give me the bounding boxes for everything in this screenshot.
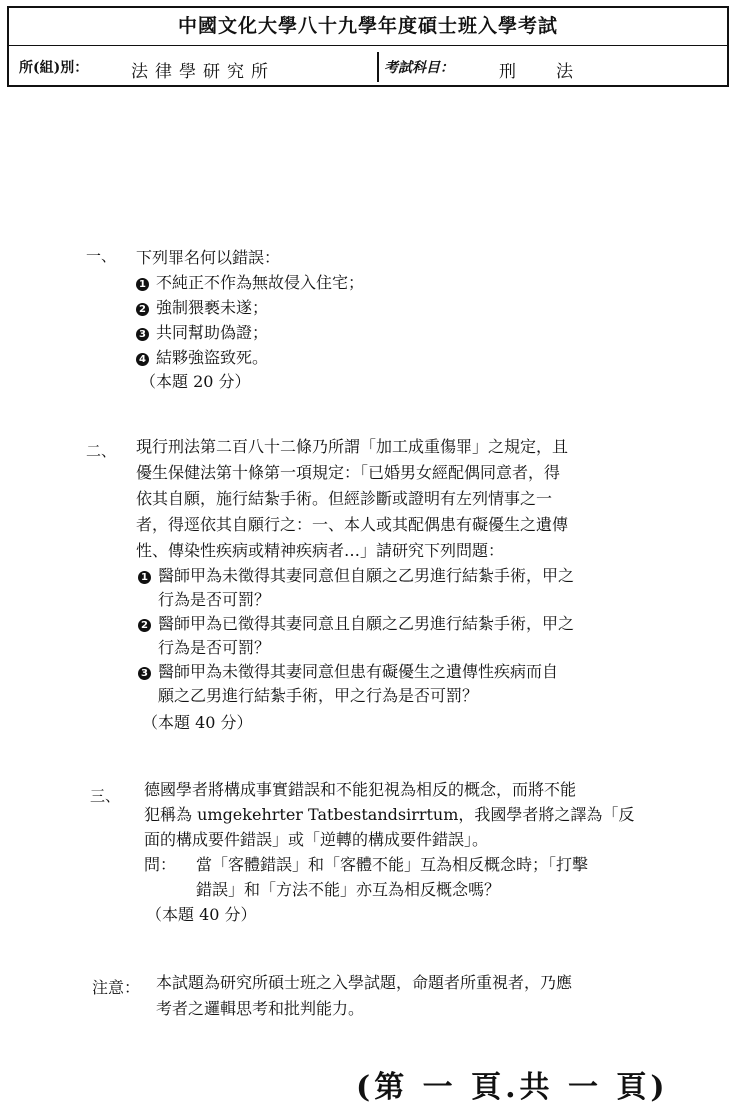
exam-header (7, 6, 729, 87)
question-3-line: 德國學者將構成事實錯誤和不能犯視為相反的概念，而將不能 (144, 780, 577, 799)
question-2-line: 現行刑法第二百八十二條乃所謂「加工成重傷罪」之規定，且 (136, 437, 569, 456)
item-text: 結夥強盜致死。 (156, 348, 269, 367)
circled-number-icon: 3 (138, 667, 151, 680)
question-2-item-cont: 願之乙男進行結紮手術，甲之行為是否可罰？ (158, 686, 479, 705)
note-line: 本試題為研究所碩士班之入學試題，命題者所重視者，乃應 (156, 973, 573, 992)
question-2-item (138, 563, 574, 586)
question-2-item (138, 659, 558, 682)
question-3-line: 面的構成要件錯誤」或「逆轉的構成要件錯誤」。 (144, 830, 489, 849)
question-2-item-cont: 行為是否可罰？ (158, 638, 271, 657)
question-3-ask-line: 錯誤」和「方法不能」亦互為相反概念嗎？ (196, 880, 501, 899)
item-text: 醫師甲為已徵得其妻同意且自願之乙男進行結紮手術，甲之 (158, 614, 575, 633)
item-text: 醫師甲為未徵得其妻同意但自願之乙男進行結紮手術，甲之 (158, 566, 575, 585)
circled-number-icon: 1 (136, 278, 149, 291)
question-2-line: 優生保健法第十條第一項規定：「已婚男女經配偶同意者，得 (136, 463, 561, 482)
question-1-item (136, 320, 268, 343)
circled-number-icon: 1 (138, 571, 151, 584)
question-1-score: （本題 20 分） (140, 372, 251, 391)
question-1-item (136, 345, 268, 368)
note-label: 注意： (92, 978, 141, 997)
question-2-item (138, 611, 574, 634)
question-3-line: 犯稱為 umgekehrter Tatbestandsirrtum，我國學者將之譯為「反 (144, 805, 635, 824)
question-2-line: 依其自願，施行結紮手術。但經診斷或證明有左列情事之一 (136, 489, 553, 508)
note-line: 考者之邏輯思考和批判能力。 (156, 999, 365, 1018)
question-1-item (136, 295, 268, 318)
question-1-number: 一、 (86, 247, 117, 265)
department-label: 所(組)別： (19, 60, 89, 76)
page-number: (第 一 頁.共 一 頁) (356, 1070, 669, 1105)
circled-number-icon: 2 (136, 303, 149, 316)
question-2-score: （本題 40 分） (142, 713, 253, 732)
question-2-item-cont: 行為是否可罰？ (158, 590, 271, 609)
item-text: 強制猥褻未遂； (156, 298, 269, 317)
question-1-stem: 下列罪名何以錯誤： (136, 248, 281, 267)
item-text: 醫師甲為未徵得其妻同意但患有礙優生之遺傳性疾病而自 (158, 662, 559, 681)
exam-title: 中國文化大學八十九學年度碩士班入學考試 (9, 8, 727, 46)
question-2-line: 者，得逕依其自願行之：一、本人或其配偶患有礙優生之遺傳 (136, 515, 569, 534)
subject-label: 考試科目： (384, 60, 454, 76)
question-2-line: 性、傳染性疾病或精神疾病者…」請研究下列問題： (136, 541, 505, 560)
question-2-number: 二、 (86, 442, 117, 460)
circled-number-icon: 3 (136, 328, 149, 341)
department-value: 法律學研究所 (131, 62, 275, 82)
question-1-item (136, 270, 364, 293)
item-text: 共同幫助偽證； (156, 323, 269, 342)
question-3-ask-label: 問： (144, 855, 177, 874)
header-info-row (9, 46, 727, 87)
circled-number-icon: 2 (138, 619, 151, 632)
question-3-ask-line: 當「客體錯誤」和「客體不能」互為相反概念時；「打擊 (196, 855, 589, 874)
question-3-score: （本題 40 分） (146, 905, 257, 924)
item-text: 不純正不作為無故侵入住宅； (156, 273, 365, 292)
subject-value: 刑法 (499, 62, 613, 82)
circled-number-icon: 4 (136, 353, 149, 366)
question-3-number: 三、 (90, 787, 121, 805)
header-divider (377, 52, 379, 82)
